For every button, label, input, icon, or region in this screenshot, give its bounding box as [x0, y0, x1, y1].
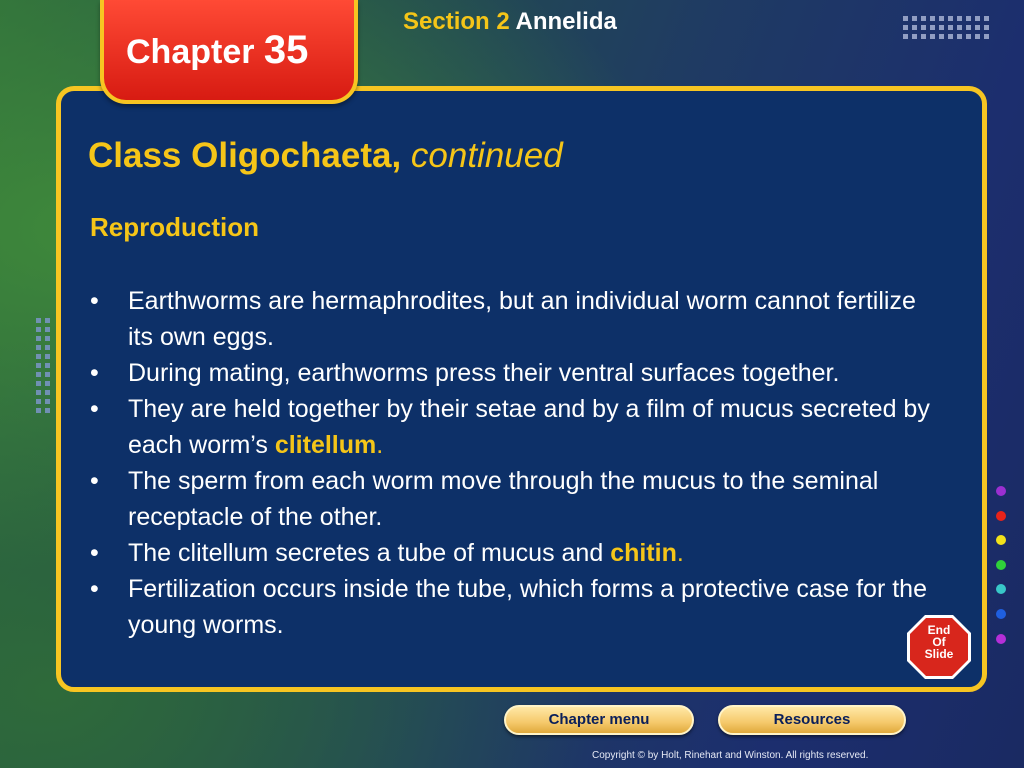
decorative-dot	[921, 16, 926, 21]
decorative-dot	[36, 354, 41, 359]
section-title	[403, 8, 617, 36]
bullet-text: The clitellum secretes a tube of mucus and	[128, 539, 611, 567]
bullet-period: .	[676, 539, 684, 567]
bullet-marker: •	[90, 539, 99, 567]
decorative-dot-grid	[903, 16, 989, 39]
decorative-dot	[45, 381, 50, 386]
decorative-dot	[948, 16, 953, 21]
decorative-dot	[36, 408, 41, 413]
decorative-dot	[984, 16, 989, 21]
decorative-dot	[957, 34, 962, 39]
bullet-marker: •	[90, 359, 99, 387]
decorative-dot	[45, 318, 50, 323]
key-term-chitin[interactable]: chitin	[610, 539, 677, 567]
slide-title	[88, 136, 563, 176]
decorative-dot	[45, 390, 50, 395]
color-dot	[996, 535, 1006, 545]
decorative-dot	[45, 327, 50, 332]
section-name: Annelida	[515, 8, 617, 35]
decorative-dot	[36, 381, 41, 386]
bullet-marker: •	[90, 575, 99, 603]
decorative-dot	[939, 16, 944, 21]
decorative-dot	[903, 25, 908, 30]
decorative-dot	[45, 345, 50, 350]
bullet-item	[90, 355, 940, 391]
bullet-item	[90, 535, 940, 571]
decorative-dot	[45, 408, 50, 413]
decorative-dot	[930, 25, 935, 30]
decorative-dot	[957, 25, 962, 30]
decorative-dot	[45, 372, 50, 377]
decorative-dot	[36, 399, 41, 404]
decorative-dot-column	[36, 318, 50, 413]
chapter-number: 35	[263, 28, 309, 72]
decorative-dot	[966, 34, 971, 39]
decorative-dot	[45, 399, 50, 404]
decorative-dot	[975, 16, 980, 21]
decorative-dot	[930, 34, 935, 39]
decorative-dot	[36, 318, 41, 323]
bullet-text: They are held together by their setae and by a film of mucus secreted by each worm’s	[128, 395, 930, 459]
section-label: Section 2	[403, 8, 510, 35]
bullet-marker: •	[90, 395, 99, 423]
decorative-dot	[966, 25, 971, 30]
end-slide-line2: Of	[932, 635, 946, 649]
decorative-dot	[966, 16, 971, 21]
end-slide-line3: Slide	[924, 647, 954, 661]
color-dots-column	[996, 486, 1006, 658]
decorative-dot	[45, 363, 50, 368]
bullet-item	[90, 463, 940, 535]
decorative-dot	[921, 25, 926, 30]
bullet-marker: •	[90, 287, 99, 315]
decorative-dot	[36, 345, 41, 350]
decorative-dot	[948, 34, 953, 39]
decorative-dot	[912, 34, 917, 39]
bullet-text: Fertilization occurs inside the tube, which forms a protective case for the young worms.	[128, 575, 927, 639]
bullet-list	[90, 283, 940, 643]
decorative-dot	[45, 336, 50, 341]
decorative-dot	[948, 25, 953, 30]
decorative-dot	[912, 16, 917, 21]
bullet-marker: •	[90, 467, 99, 495]
decorative-dot	[903, 34, 908, 39]
slide-title-main: Class Oligochaeta,	[88, 136, 402, 175]
subheading: Reproduction	[90, 212, 259, 242]
color-dot	[996, 609, 1006, 619]
decorative-dot	[921, 34, 926, 39]
end-of-slide-button[interactable]	[906, 614, 972, 680]
bullet-text: Earthworms are hermaphrodites, but an individual worm cannot fertilize its own eggs.	[128, 287, 916, 351]
decorative-dot	[984, 34, 989, 39]
color-dot	[996, 560, 1006, 570]
decorative-dot	[36, 390, 41, 395]
color-dot	[996, 511, 1006, 521]
decorative-dot	[930, 16, 935, 21]
decorative-dot	[939, 34, 944, 39]
chapter-menu-button[interactable]: Chapter menu	[504, 705, 694, 735]
slide-title-suffix: continued	[410, 136, 563, 175]
copyright-text: Copyright © by Holt, Rinehart and Winston. All rights reserved.	[592, 750, 869, 761]
chapter-tab	[100, 0, 358, 104]
color-dot	[996, 486, 1006, 496]
bullet-period: .	[376, 431, 384, 459]
bullet-item	[90, 283, 940, 355]
bullet-item	[90, 571, 940, 643]
bullet-item	[90, 391, 940, 463]
chapter-label: Chapter	[126, 33, 255, 71]
decorative-dot	[903, 16, 908, 21]
decorative-dot	[957, 16, 962, 21]
decorative-dot	[975, 34, 980, 39]
decorative-dot	[36, 363, 41, 368]
decorative-dot	[939, 25, 944, 30]
color-dot	[996, 634, 1006, 644]
decorative-dot	[984, 25, 989, 30]
bullet-text: During mating, earthworms press their ventral surfaces together.	[128, 359, 840, 387]
bullet-text: The sperm from each worm move through the mucus to the seminal receptacle of the other.	[128, 467, 879, 531]
decorative-dot	[975, 25, 980, 30]
decorative-dot	[36, 327, 41, 332]
resources-button[interactable]: Resources	[718, 705, 906, 735]
decorative-dot	[45, 354, 50, 359]
end-slide-line1: End	[927, 623, 951, 637]
decorative-dot	[912, 25, 917, 30]
key-term-clitellum[interactable]: clitellum	[274, 431, 377, 459]
decorative-dot	[36, 336, 41, 341]
decorative-dot	[36, 372, 41, 377]
color-dot	[996, 584, 1006, 594]
